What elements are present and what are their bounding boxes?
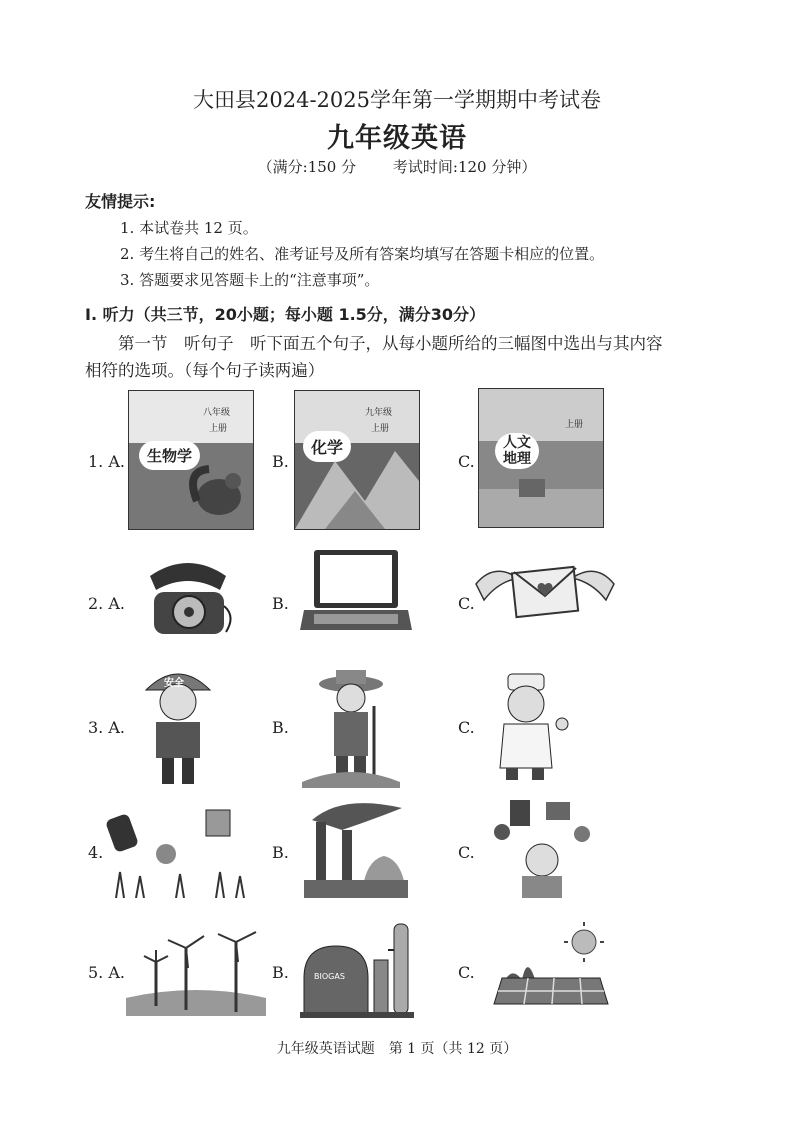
question-number: 4. (88, 843, 104, 862)
geography-book-image (478, 388, 604, 528)
construction-worker-image (140, 662, 216, 790)
book-title: 生物学 (139, 441, 200, 470)
option-label: B. (272, 963, 289, 982)
doctor-image (486, 668, 576, 782)
wind-turbines-image (126, 928, 266, 1016)
book-volume: 上册 (371, 424, 390, 434)
farmer-image (296, 666, 406, 788)
book-title-line: 人文 (503, 435, 531, 451)
option-label: B. (272, 718, 289, 737)
option-label: C. (458, 594, 475, 613)
noise-pollution-image (488, 798, 596, 900)
biogas-label: BIOGAS (314, 972, 345, 981)
book-volume: 上册 (209, 424, 228, 434)
book-grade: 九年级 (365, 408, 393, 418)
tip-item: 3. 答题要求见答题卡上的“注意事项”。 (120, 271, 380, 289)
laptop-icon (300, 546, 412, 634)
exam-title: 大田县2024-2025学年第一学期期中考试卷 (193, 88, 601, 112)
exam-info (0, 156, 794, 177)
option-label: C. (458, 452, 475, 471)
part-instruction: 第一节 听句子 听下面五个句子，从每小题所给的三幅图中选出与其内容 (118, 334, 663, 353)
option-label: B. (272, 594, 289, 613)
biogas-plant-image (300, 920, 414, 1018)
book-grade: 八年级 (203, 408, 231, 418)
option-label: B. (272, 452, 289, 471)
question-number: 3. A. (88, 718, 125, 737)
factory-pollution-image (302, 800, 408, 900)
question-number: 1. A. (88, 452, 125, 471)
option-label: C. (458, 718, 475, 737)
option-label: C. (458, 963, 475, 982)
full-score: （满分:150 分 (257, 158, 357, 176)
book-title (495, 433, 539, 469)
section-heading: Ⅰ. 听力（共三节，20小题；每小题 1.5分，满分30分） (85, 305, 486, 324)
chemistry-book-image (294, 390, 420, 530)
tip-item: 2. 考生将自己的姓名、准考证号及所有答案均填写在答题卡相应的位置。 (120, 245, 605, 263)
question-number: 2. A. (88, 594, 125, 613)
part-instruction-cont: 相符的选项。（每个句子读两遍） (85, 361, 325, 380)
book-title: 化学 (303, 431, 351, 462)
tips-heading: 友情提示: (85, 192, 156, 211)
biology-book-image (128, 390, 254, 530)
question-number: 5. A. (88, 963, 125, 982)
book-volume: 上册 (565, 420, 584, 430)
page-footer: 九年级英语试题 第 1 页（共 12 页） (276, 1041, 518, 1057)
book-title-line: 地理 (503, 451, 531, 467)
option-label: B. (272, 843, 289, 862)
tip-item: 1. 本试卷共 12 页。 (120, 219, 258, 237)
telephone-icon (140, 546, 236, 638)
option-label: C. (458, 843, 475, 862)
exam-time: 考试时间:120 分钟） (392, 158, 537, 176)
subject-title: 九年级英语 (327, 123, 467, 154)
solar-panel-image (488, 920, 612, 1016)
helmet-text: 安全 (164, 678, 184, 689)
flying-letter-icon (474, 556, 616, 626)
chemical-pollution-image (106, 806, 256, 898)
